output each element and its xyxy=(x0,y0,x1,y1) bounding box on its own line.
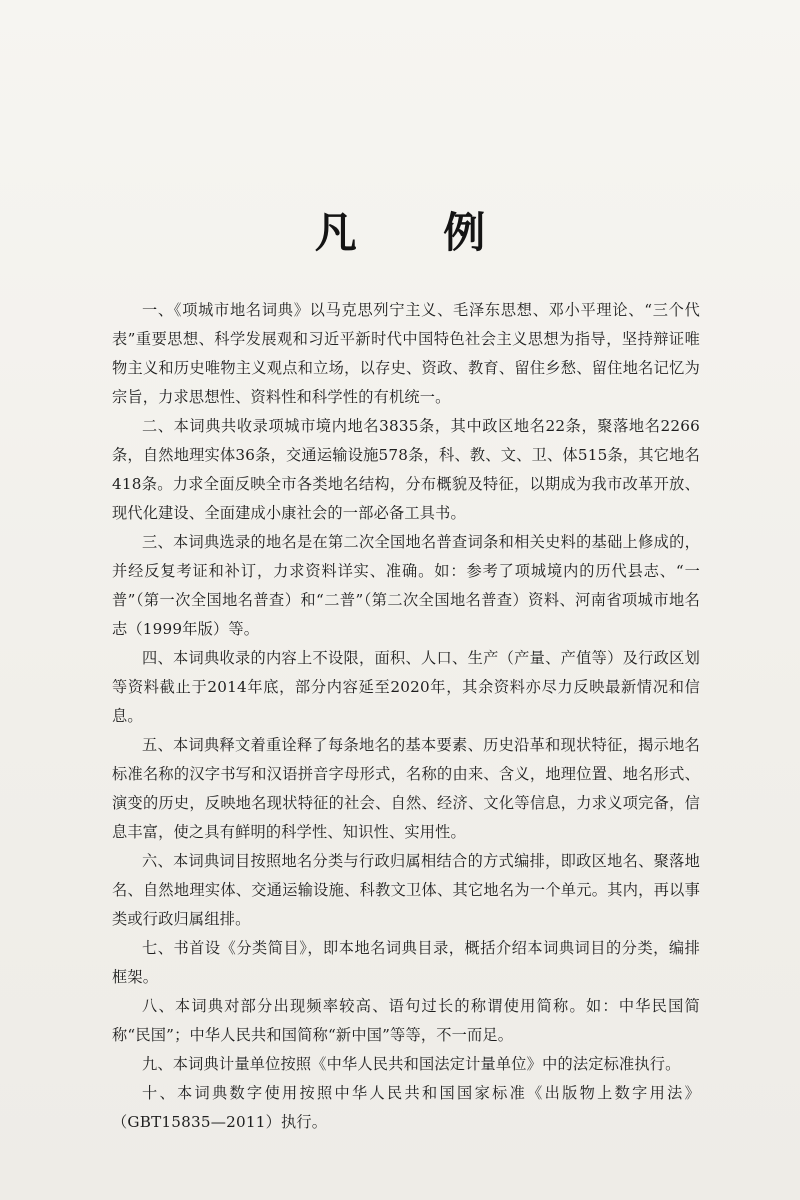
paragraph-4: 四、本词典收录的内容上不设限，面积、人口、生产（产量、产值等）及行政区划等资料截止于2014年底，部分内容延至2020年，其余资料亦尽力反映最新情况和信息。 xyxy=(112,649,700,725)
document-body xyxy=(112,296,700,1137)
paragraph-6: 六、本词典词目按照地名分类与行政归属相结合的方式编排，即政区地名、聚落地名、自然地理实体、交通运输设施、科教文卫体、其它地名为一个单元。其内，再以事类或行政归属组排。 xyxy=(112,852,700,928)
paragraph-7: 七、书首设《分类简目》，即本地名词典目录，概括介绍本词典词目的分类，编排框架。 xyxy=(112,939,700,986)
paragraph-8: 八、本词典对部分出现频率较高、语句过长的称谓使用简称。如：中华民国简称“民国”；中华人民共和国简称“新中国”等等，不一而足。 xyxy=(112,997,700,1044)
page-title: 凡 例 xyxy=(314,208,522,257)
paragraph-1: 一、《项城市地名词典》以马克思列宁主义、毛泽东思想、邓小平理论、“三个代表”重要思想、科学发展观和习近平新时代中国特色社会主义思想为指导，坚持辩证唯物主义和历史唯物主义观点和立场，以存史、资政、教育、留住乡愁、留住地名记忆为宗旨，力求思想性、资料性和科学性的有机统一。 xyxy=(112,301,700,406)
paragraph-10: 十、本词典数字使用按照中华人民共和国国家标准《出版物上数字用法》（GBT15835—2011）执行。 xyxy=(112,1084,700,1131)
paragraph-5: 五、本词典释文着重诠释了每条地名的基本要素、历史沿革和现状特征，揭示地名标准名称的汉字书写和汉语拼音字母形式，名称的由来、含义，地理位置、地名形式、演变的历史，反映地名现状特征的社会、自然、经济、文化等信息，力求义项完备，信息丰富，使之具有鲜明的科学性、知识性、实用性。 xyxy=(112,736,700,841)
paragraph-9: 九、本词典计量单位按照《中华人民共和国法定计量单位》中的法定标准执行。 xyxy=(142,1055,681,1073)
paragraph-3: 三、本词典选录的地名是在第二次全国地名普查词条和相关史料的基础上修成的，并经反复考证和补订，力求资料详实、准确。如：参考了项城境内的历代县志、“一普”（第一次全国地名普查）和“二普”（第二次全国地名普查）资料、河南省项城市地名志（1999年版）等。 xyxy=(112,533,700,638)
paragraph-2: 二、本词典共收录项城市境内地名3835条，其中政区地名22条，聚落地名2266条，自然地理实体36条，交通运输设施578条，科、教、文、卫、体515条，其它地名418条。力求全面反映全市各类地名结构，分布概貌及特征，以期成为我市改革开放、现代化建设、全面建成小康社会的一部必备工具书。 xyxy=(112,417,700,522)
